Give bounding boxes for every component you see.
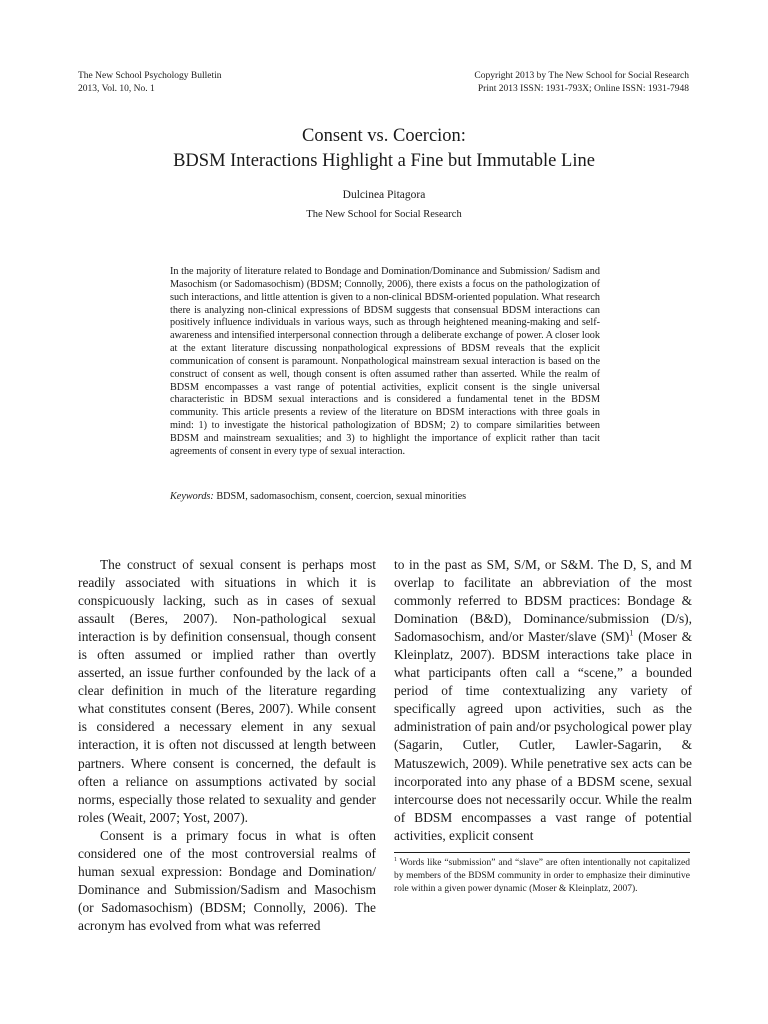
footnote-divider [394, 852, 690, 853]
body-column-left [78, 556, 376, 935]
body-paragraph: The construct of sexual consent is perhaps most readily associated with situations in which it is conspicuously lacking, such as in cases of sexual assault (Beres, 2007). Non-pathological sexual interaction is by definition consensual, though consent is often assumed or implied rather than overtly asserted, an issue further confounded by the lack of a clear definition in much of the literature regarding what constitutes consent (Beres, 2007). While consent is considered a necessary element in any sexual interaction, it is often not discussed at length between partners. Where consent is concerned, the default is often a reliance on assumptions activated by social norms, especially those related to sexuality and gender roles (Weait, 2007; Yost, 2007). [78, 557, 376, 825]
title-block [0, 124, 768, 221]
running-header-left [78, 70, 222, 95]
author-affiliation: The New School for Social Research [306, 209, 462, 220]
keywords [170, 490, 600, 503]
copyright-line: Copyright 2013 by The New School for Social Research [474, 71, 689, 81]
keywords-text: BDSM, sadomasochism, consent, coercion, sexual minorities [213, 491, 467, 502]
issn-line: Print 2013 ISSN: 1931-793X; Online ISSN: 1931-7948 [477, 83, 689, 94]
journal-issue: 2013, Vol. 10, No. 1 [78, 83, 155, 94]
footnote [394, 857, 690, 895]
running-header-right [474, 70, 689, 95]
footnote-marker: 1 [394, 856, 397, 863]
body-column-right [394, 556, 692, 845]
body-paragraph-continued [394, 556, 692, 845]
body-paragraph: Consent is a primary focus in what is often considered one of the most controversial realms of human sexual expression: Bondage and Domination/ Dominance and Submission/Sadism and Masochism (or Sadomasochism) (BDSM; Connolly, 2006). The acronym has evolved from what was referred [78, 827, 376, 933]
body-text: to in the past as SM, S/M, or S&M. The D, S, and M overlap to facilitate an abbreviation of the most commonly referred to BDSM practices: Bondage & Domination (B&D), Dominance/submission (D/s), Sadomasochism, and/or Master/slave (SM) [394, 557, 692, 645]
title-line-2: BDSM Interactions Highlight a Fine but Immutable Line [173, 151, 595, 171]
footnote-text: Words like “submission” and “slave” are often intentionally not capitalized by members of the BDSM community in order to emphasize their diminutive role within a given power dynamic (Moser & Kleinplatz, 2007). [394, 858, 690, 894]
keywords-label: Keywords: [170, 491, 214, 502]
abstract: In the majority of literature related to Bondage and Domination/Dominance and Submission/ Sadism and Masochism (or Sadomasochism) (BDSM; Connolly, 2006), there exists a focus on the pathologization of such interactions, and little attention is given to a non-clinical BDSM-oriented population. What research there is analyzing non-clinical expressions of BDSM suggests that consensual BDSM interactions can positively influence individuals in various ways, such as through heightened meaning-making and self-awareness and intensified interpersonal connection through a deliberate exchange of power. A closer look at the extant literature discussing nonpathological expressions of BDSM reveals that the explicit communication of consent is paramount. Nonpathological mainstream sexual interaction is based on the construct of consent as well, though consent is often assumed rather than asserted. While the realm of BDSM encompasses a vast range of potential activities, explicit consent is the single universal characteristic in BDSM sexual interactions and is considered a fundamental tenet in the BDSM community. This article presents a review of the literature on BDSM interactions with three goals in mind: 1) to investigate the historical pathologization of BDSM; 2) to compare similarities between BDSM and mainstream sexualities; and 3) to highlight the importance of explicit rather than tacit agreements of consent in every type of sexual interaction. [170, 266, 600, 457]
journal-name: The New School Psychology Bulletin [78, 71, 222, 81]
footnote-reference: 1 [629, 628, 634, 638]
author-name: Dulcinea Pitagora [342, 189, 426, 201]
body-text: (Moser & Kleinplatz, 2007). BDSM interactions take place in what participants often call a “scene,” a bounded period of time contextualizing any variety of specifically agreed upon activities, such as the administration of pain and/or psychological power play (Sagarin, Cutler, Cutler, Lawler-Sagarin, & Matuszewich, 2009). While penetrative sex acts can be incorporated into any phase of a BDSM scene, sexual intercourse does not necessarily occur. While the realm of BDSM encompasses a vast range of potential activities, explicit consent [394, 629, 692, 843]
title-line-1: Consent vs. Coercion: [302, 126, 466, 146]
